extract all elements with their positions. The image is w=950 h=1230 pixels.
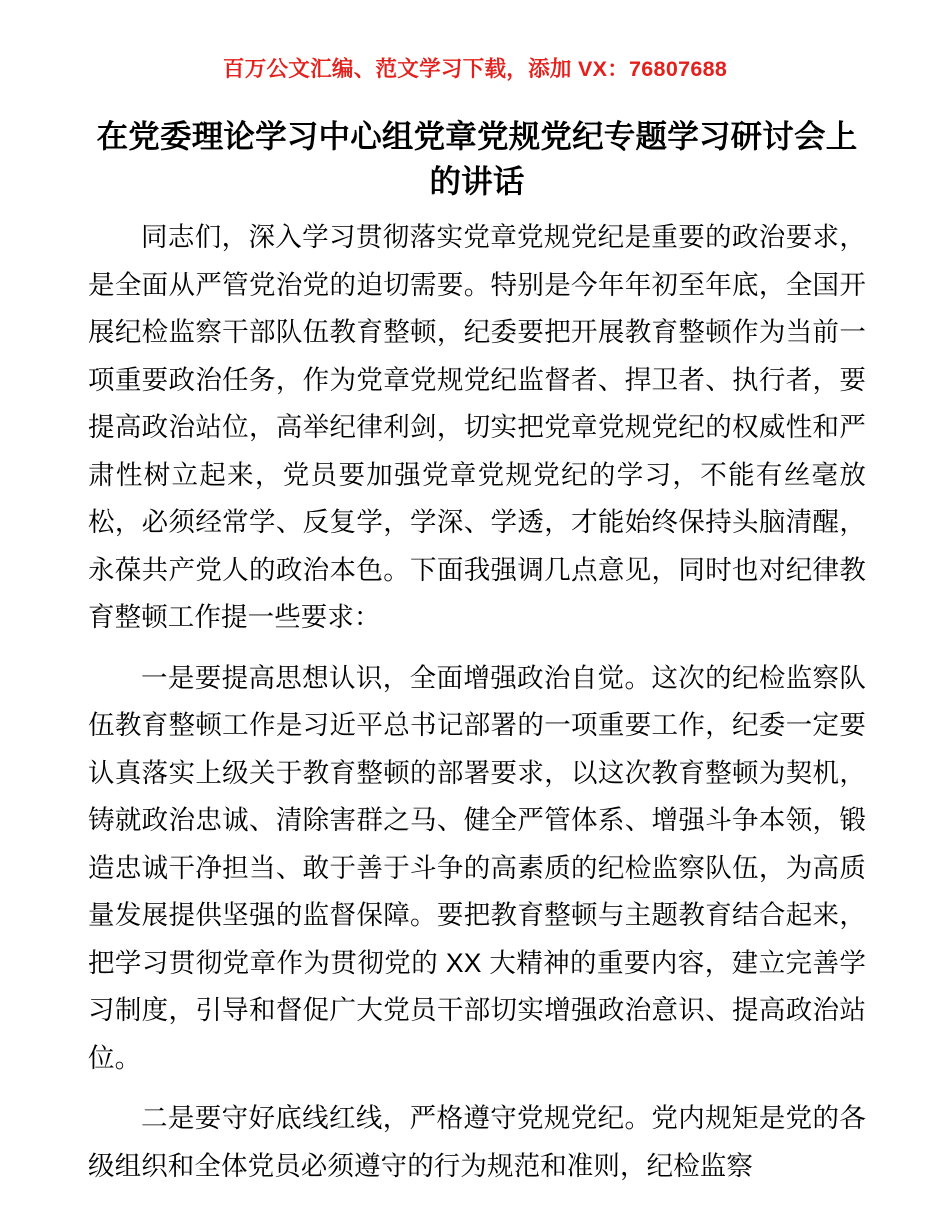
body-paragraph: 二是要守好底线红线，严格遵守党规党纪。党内规矩是党的各级组织和全体党员必须遵守的行为规范和准则，纪检监察 [88, 1103, 866, 1181]
promo-watermark-text: 百万公文汇编、范文学习下载，添加 VX：76807688 [222, 57, 728, 81]
body-paragraph: 同志们，深入学习贯彻落实党章党规党纪是重要的政治要求，是全面从严管党治党的迫切需要。特别是今年年初至年底，全国开展纪检监察干部队伍教育整顿，纪委要把开展教育整顿作为当前一项重要政治任务，作为党章党规党纪监督者、捍卫者、执行者，要提高政治站位，高举纪律利剑，切实把党章党规党纪的权威性和严肃性树立起来，党员要加强党章党规党纪的学习，不能有丝毫放松，必须经常学、反复学，学深、学透，才能始终保持头脑清醒，永葆共产党人的政治本色。下面我强调几点意见，同时也对纪律教育整顿工作提一些要求： [88, 222, 866, 632]
document-title: 在党委理论学习中心组党章党规党纪专题学习研讨会上的讲话 [96, 118, 858, 199]
body-paragraph: 一是要提高思想认识，全面增强政治自觉。这次的纪检监察队伍教育整顿工作是习近平总书记部署的一项重要工作，纪委一定要认真落实上级关于教育整顿的部署要求，以这次教育整顿为契机，铸就政治忠诚、清除害群之马、健全严管体系、增强斗争本领，锻造忠诚干净担当、敢于善于斗争的高素质的纪检监察队伍，为高质量发展提供坚强的监督保障。要把教育整顿与主题教育结合起来，把学习贯彻党章作为贯彻党的 XX 大精神的重要内容，建立完善学习制度，引导和督促广大党员干部切实增强政治意识、提高政治站位。 [88, 662, 866, 1073]
document-body [88, 214, 866, 1190]
